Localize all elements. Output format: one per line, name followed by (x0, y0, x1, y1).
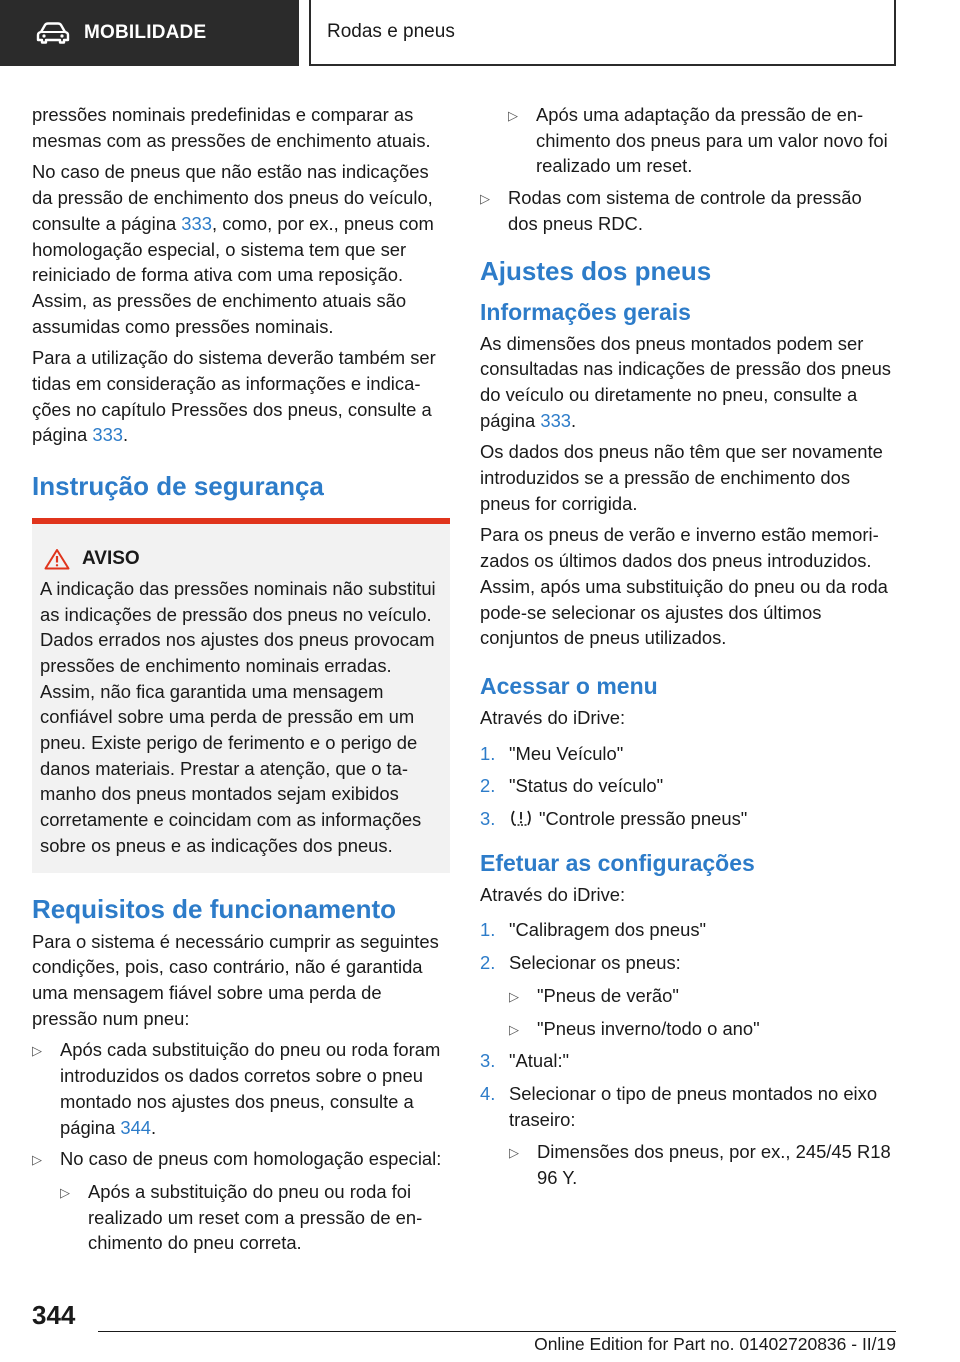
list-item: ▷ No caso de pneus com homologação especial: (32, 1146, 450, 1173)
list-item: ▷ Rodas com sistema de controle da pressão dos pneus RDC. (480, 185, 894, 236)
heading-general-info: Informações gerais (480, 298, 691, 325)
paragraph: Para os pneus de verão e inverno estão memorizados os últimos dados dos pneus introduzidos. Assim, após uma substituição do pneu ou da roda pode-se selecionar os ajustes dos últimos conjuntos de pneus utilizados. (480, 524, 888, 649)
bullet-triangle-icon: ▷ (32, 1152, 42, 1168)
warning-triangle-icon (44, 548, 70, 570)
list-item: ▷ "Pneus inverno/todo o ano" (509, 1016, 894, 1043)
page-link[interactable]: 333 (540, 409, 572, 431)
numbered-step: 2. Selecionar os pneus: (480, 952, 681, 974)
warning-title-row (40, 546, 440, 572)
paragraph: Para o sistema é necessário cumprir as seguintes condições, pois, caso contrário, não é garantida uma mensagem fiável sobre uma perda de pressão num pneu: (32, 930, 439, 1029)
numbered-step: 2. "Status do veículo" (480, 775, 664, 797)
list-item: ▷ Após a substituição do pneu ou roda foi realizado um reset com a pressão de enchimento do pneu correta. (60, 1179, 450, 1256)
list-item: ▷ Após uma adaptação da pressão de enchimento dos pneus para um valor novo foi realizado um reset. (508, 102, 894, 179)
heading-tire-adjustments: Ajustes dos pneus (480, 255, 712, 286)
car-icon (36, 22, 70, 44)
paragraph: No caso de pneus que não estão nas indicações da pressão de enchimento dos pneus do veículo, consulte a página 333, como, por ex., pneus com homologação especial, o sistema tem que ser reiniciado de forma ativa com uma reposição. Assim, as pressões de enchimento atuais são assumidas como pressões nominais. (32, 161, 434, 337)
paragraph: Os dados dos pneus não têm que ser novamente introduzidos se a pressão de enchimento dos pneus for corrigida. (480, 441, 883, 514)
warning-box (32, 518, 450, 872)
header-section-tab (0, 0, 299, 66)
page-link[interactable]: 333 (92, 424, 124, 446)
numbered-step: 3. "Controle pressão pneus" (480, 808, 748, 830)
bullet-triangle-icon: ▷ (509, 1145, 519, 1161)
numbered-step: 4. Selecionar o tipo de pneus montados no eixo traseiro: (480, 1082, 878, 1130)
paragraph: pressões nominais predefinidas e comparar as mesmas com as pressões de enchimento atuais. (32, 104, 431, 151)
page-link[interactable]: 333 (181, 212, 212, 234)
paragraph: Para a utilização do sistema deverão também ser tidas em consideração as informações e indicações no capítulo Pressões dos pneus, consulte a página 333. (32, 347, 436, 446)
bullet-triangle-icon: ▷ (508, 108, 518, 123)
header-chapter-tab (309, 0, 896, 66)
heading-access-menu: Acessar o menu (480, 672, 658, 699)
list-item: ▷ Dimensões dos pneus, por ex., 245/45 R18 96 Y. (509, 1139, 894, 1190)
chapter-title: Rodas e pneus (327, 21, 455, 42)
bullet-triangle-icon: ▷ (32, 1043, 42, 1059)
numbered-step: 1. "Meu Veículo" (480, 742, 624, 764)
section-title: MOBILIDADE (84, 22, 207, 43)
paragraph: Através do iDrive: (480, 706, 626, 728)
right-column (480, 102, 894, 1197)
list-item: ▷ "Pneus de verão" (509, 983, 894, 1010)
warning-title: AVISO (82, 548, 140, 570)
numbered-step: 1. "Calibragem dos pneus" (480, 919, 707, 941)
bullet-triangle-icon: ▷ (509, 988, 519, 1004)
footer-divider (98, 1331, 896, 1332)
heading-requirements: Requisitos de funcionamento (32, 893, 397, 924)
warning-text: A indicação das pressões nominais não substitui as indicações de pressão dos pneus no veículo. Dados errados nos ajustes dos pneus provocam pressões de enchimento nominais erradas. Assim, não fica garantida uma mensagem confiável sobre uma perda de pressão em um pneu. Existe perigo de ferimento e o perigo de danos materiais. Prestar a atenção, que o tamanho dos pneus montados sejam exibidos corretamente e coincidam com as informações sobre os pneus e as indicações dos pneus. (40, 577, 436, 856)
numbered-step: 3. "Atual:" (480, 1050, 570, 1072)
bullet-triangle-icon: ▷ (509, 1021, 519, 1037)
paragraph: Através do iDrive: (480, 883, 626, 905)
tire-pressure-icon (509, 808, 533, 828)
left-column (32, 102, 450, 1262)
bullet-triangle-icon: ▷ (60, 1184, 70, 1200)
page-link[interactable]: 344 (120, 1116, 152, 1138)
paragraph: As dimensões dos pneus montados podem ser consultadas nas indicações de pressão dos pneus do veículo ou diretamente no pneu, consulte a página 333. (480, 332, 891, 431)
heading-safety: Instrução de segurança (32, 471, 324, 502)
bullet-triangle-icon: ▷ (480, 191, 490, 207)
heading-settings: Efetuar as configurações (480, 849, 755, 876)
list-item: ▷ Após cada substituição do pneu ou roda foram introduzidos os dados corretos sobre o pneu montado nos ajustes dos pneus, consulte a página 344. (32, 1037, 450, 1140)
page-number: 344 (32, 1300, 76, 1330)
footer-edition: Online Edition for Part no. 01402720836 - II/19 (534, 1334, 896, 1354)
